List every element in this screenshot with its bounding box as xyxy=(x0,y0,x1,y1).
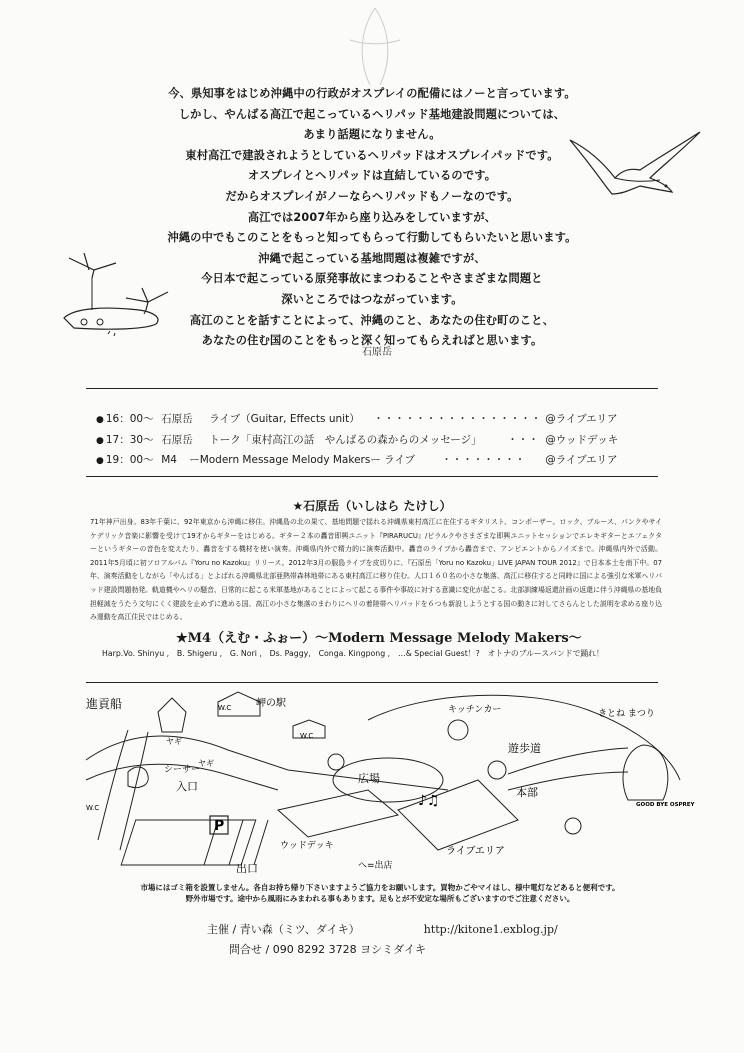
notice-line: 市場にはゴミ箱を設置しません。各自お持ち帰り下さいますようご協力をお願いします。買物かごやマイはし、様中電灯などあると便利です。 xyxy=(140,883,620,892)
schedule-description: トーク「東村高江の話 やんばるの森からのメッセージ」 xyxy=(209,433,482,446)
intro-line: オスプレイとヘリパッドは直結しているのです。 xyxy=(247,169,497,183)
schedule-row xyxy=(96,451,656,472)
intro-line: 東村高江で建設されようとしているヘリパッドはオスプレイパッドです。 xyxy=(185,148,559,162)
m4-title: ★M4（えむ・ふぉー）〜Modern Message Melody Makers〜 xyxy=(176,631,582,646)
organizer: 主催 / 青い森（ミツ、ダイキ） xyxy=(207,923,360,936)
schedule-description: ーModern Message Melody Makersー ライブ xyxy=(189,454,416,467)
bullet-icon: ● xyxy=(96,415,104,425)
map-label-yagi: ヤギ xyxy=(198,759,214,768)
map-label-yagi: ヤギ xyxy=(166,737,182,746)
map-label-shutten: へ=出店 xyxy=(358,861,393,871)
map-label-kitone: きとね まつり xyxy=(598,709,655,719)
map-label-wc: W.C xyxy=(218,704,232,712)
intro-line: 沖縄の中でもこのことをもっと知ってもらって行動してもらいたいと思います。 xyxy=(167,231,577,245)
map-label-deguchi: 出口 xyxy=(236,862,258,875)
contact-line: 問合せ / 090 8292 3728 ヨシミダイキ xyxy=(229,943,426,956)
intro-line: あまり話題になりません。 xyxy=(303,128,441,142)
intro-line: 高江では2007年から座り込みをしていますが、 xyxy=(247,210,497,224)
intro-line: 沖縄で起こっている基地問題は複雑ですが、 xyxy=(258,251,486,265)
shinkoji-ship xyxy=(158,698,186,732)
map-road xyxy=(120,732,148,850)
person-figure xyxy=(565,818,581,834)
bio-title: ★石原岳（いしはら たけし） xyxy=(292,499,452,513)
intro-line: 高江のことを話すことによって、沖縄のこと、あなたの住む町のこと、 xyxy=(189,313,555,327)
intro-line: だからオスプレイがノーならヘリパッドもノーなのです。 xyxy=(225,189,519,203)
bullet-icon: ● xyxy=(96,435,104,446)
schedule-time: 16：00〜 xyxy=(105,413,154,425)
notice xyxy=(90,882,670,904)
schedule-performer: 石原岳 xyxy=(161,433,193,446)
venue-map xyxy=(68,690,695,878)
schedule-list xyxy=(96,410,656,472)
organizer-line xyxy=(207,921,558,937)
live-area xyxy=(398,780,518,850)
schedule-leader-dots: ・・・・・・・・ xyxy=(441,454,526,467)
schedule-performer: 石原岳 xyxy=(161,413,193,425)
map-road xyxy=(98,730,128,840)
intro-line: 今、県知事をはじめ沖縄中の行政がオスプレイの配備にはノーと言っています。 xyxy=(168,87,576,100)
schedule-leader-dots: ・・・ xyxy=(507,433,539,446)
tree-cluster xyxy=(328,720,506,779)
music-note-icon: ♪♫ xyxy=(418,793,440,809)
schedule-time: 19：00〜 xyxy=(105,454,154,467)
schedule-time: 17：30〜 xyxy=(105,433,154,446)
wood-deck xyxy=(278,790,398,837)
map-label-iriguchi: 入口 xyxy=(176,780,198,793)
bio-text: 71年神戸出身。83年千葉に、92年東京から沖縄に移住。沖縄島の北の果て、基地問題で揺れる沖縄県東村高江に在住するギタリスト、コンポーザー。ロック、ブルース、パンクやサイケデリック音楽に影響を受けて19才からギターをはじめる。ギター２本の轟音即興ユニット『PIRARUCU』/ビラルクやさまざまな即興ユニットセッションでエレキギターとエフェクターというギターの音色を変えたり、轟音をする機材を使い演奏。沖縄県内外で精力的に演奏活動中。轟音のライブから轟音まで、アンビエントからノイズまで。沖縄県内外で活動。2011年5月頃に初ソロアルバム『Yoru no Kazoku』リリース。2012年3月の服島ライブを皮切りに、『石原岳「Yoru no Kazoku」LIVE JAPAN TOUR 2012』で日本本土を南下中。07年、演奏活動をしながら「やんばる」とよばれる沖縄県北部亜熱帯森林地帯にある東村高江に移り住む。人口１６０名の小さな集落、高江に移住すると同時に国による強引な米軍ヘリパッド建設問題勃発。軌道機やヘリの騒音、日常的に起こる米軍基地があることによって起こる事件や事故に対する意識に変化が起こる。北部訓練場返還計画の返還に伴う沖縄県の基地負担軽減をうたう文句にくく建設を止めずに進める国、高江の小さな集落のまわりにヘリの着陸帯ヘリパッドを６つも新設しようとする国の動きに対してさらんとした説明を求める座り込み運動を高江住民ではじめる。 xyxy=(90,518,662,622)
map-label-wc: W.C xyxy=(300,732,314,740)
map-label-hiroba: 広場 xyxy=(358,772,380,785)
schedule-row xyxy=(96,431,656,452)
website-link[interactable]: http://kitone1.exblog.jp/ xyxy=(423,923,558,936)
map-label-wooddeck: ウッドデッキ xyxy=(280,841,334,851)
map-label-yuhodo: 遊歩道 xyxy=(508,742,541,755)
map-label-shinkouji: 進貢船 xyxy=(86,697,123,711)
map-label-honbu: 本部 xyxy=(516,786,538,799)
intro-line: あなたの住む国のことをもっと深く知ってもらえればと思います。 xyxy=(201,334,543,348)
map-label-livearea: ライブエリア xyxy=(446,846,505,857)
map-road xyxy=(86,736,448,790)
intro-line: しかし、やんばる高江で起こっているヘリパッド基地建設問題については、 xyxy=(178,107,566,121)
m4-members: Harp.Vo. Shinyu , B. Shigeru , G. Nori , Ds. Paggy, Conga. Kingpong , …& Special Guest！? オトナのブルースバンドで踊れ！ xyxy=(102,649,604,658)
schedule-leader-dots: ・・・・・・・・・・・・・・・・ xyxy=(373,413,542,425)
intro-line: 深いところではつながっています。 xyxy=(281,292,463,306)
schedule-venue: @ライブエリア xyxy=(545,413,618,425)
parking-icon: P xyxy=(214,818,225,834)
schedule-description: ライブ（Guitar, Effects unit） xyxy=(209,413,360,425)
map-label-wc: W.C xyxy=(86,804,100,812)
intro-message xyxy=(120,84,624,352)
map-label-goodbye: GOOD BYE OSPREY xyxy=(636,802,695,808)
intro-signature: 石原岳 xyxy=(362,347,392,358)
divider xyxy=(86,388,658,389)
schedule-performer: M4 xyxy=(161,454,177,467)
intro-line: 今日本で起こっている原発事故にまつわることやさまざまな問題と xyxy=(201,272,543,286)
faint-top-ornament xyxy=(330,0,420,90)
schedule-venue: @ライブエリア xyxy=(545,454,618,467)
bullet-icon: ● xyxy=(96,456,104,467)
divider xyxy=(86,476,658,477)
map-label-michinoeki: 岬の駅 xyxy=(256,698,286,709)
schedule-row xyxy=(96,410,656,431)
notice-line: 野外市場です。途中から風雨にみまわれる事もあります。足もとが不安定な場所もございますのでご注意ください。 xyxy=(185,894,575,903)
map-label-shisa: シーサー xyxy=(164,765,201,775)
hill-outline xyxy=(368,695,680,780)
map-label-kitchencar: キッチンカー xyxy=(448,705,502,715)
divider xyxy=(86,682,658,683)
schedule-venue: @ウッドデッキ xyxy=(545,433,619,446)
